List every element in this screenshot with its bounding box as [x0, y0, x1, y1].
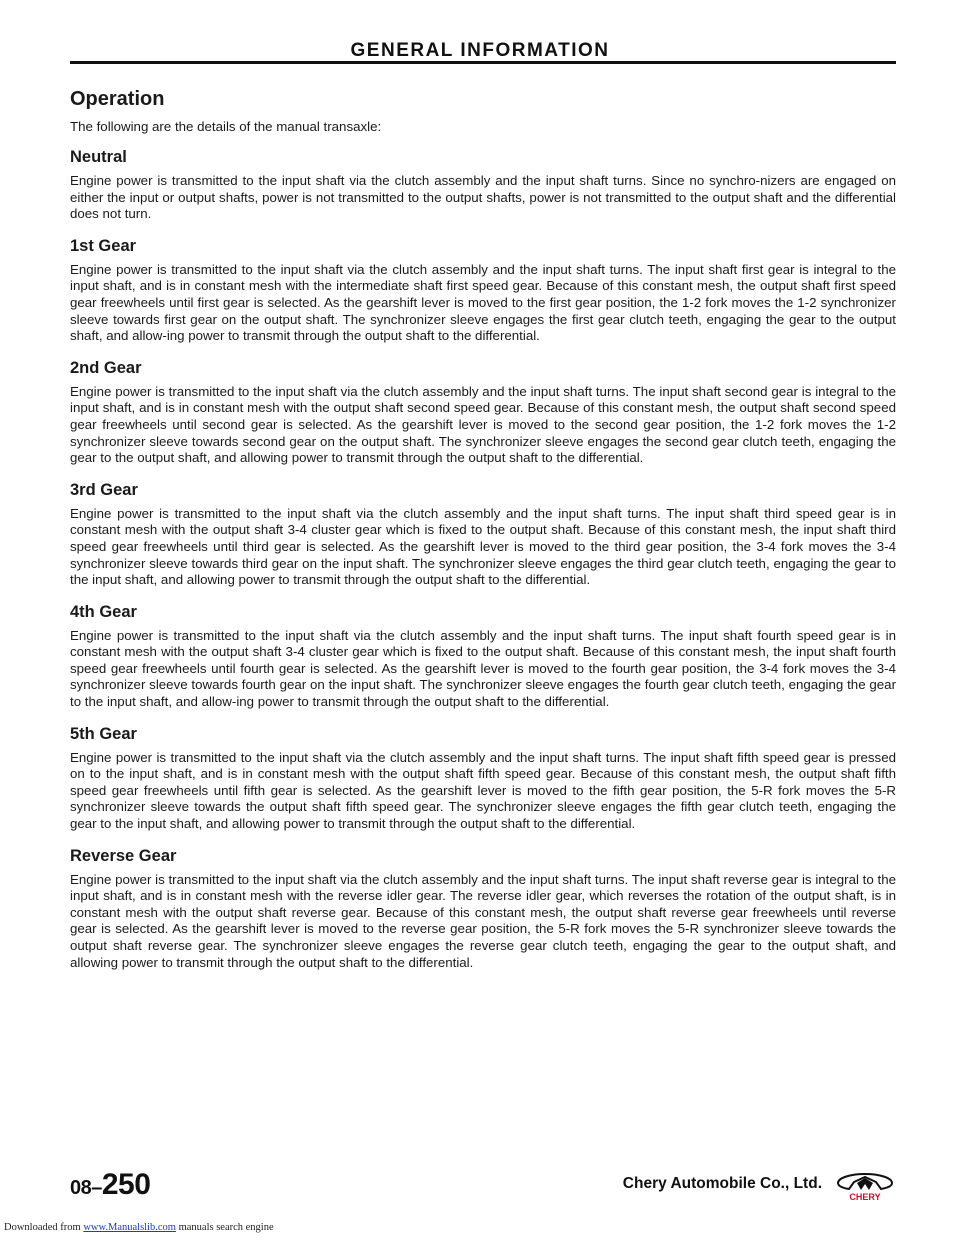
- subsection-5th-gear: [70, 725, 896, 833]
- subsection-2nd-gear: [70, 359, 896, 467]
- page-number: [70, 1168, 150, 1202]
- subsection-body: Engine power is transmitted to the input shaft via the clutch assembly and the input shaft turns. The input shaft reverse gear is integral to the input shaft, and is in constant mesh with the reverse idler gear. The reverse idler gear, which reverses the rotation of the output shaft, is in constant mesh with the output shaft reverse gear. Because of this constant mesh, the output shaft reverse gear freewheels until reverse gear is selected. As the gearshift lever is moved to the reverse gear position, the 5-R fork moves the 5-R synchronizer sleeve towards the output shaft reverse gear. The synchronizer sleeve engages the reverse gear clutch teeth, engaging the gear to the output shaft, and allowing power to transmit through the output shaft to the differential.: [70, 871, 896, 970]
- subsection-title: 1st Gear: [70, 236, 137, 255]
- download-note-suffix: manuals search engine: [175, 1222, 274, 1233]
- chery-logo-icon: [834, 1172, 896, 1202]
- footer-company: Chery Automobile Co., Ltd.: [622, 1175, 822, 1192]
- subsection-body: Engine power is transmitted to the input shaft via the clutch assembly and the input shaft turns. The input shaft third speed gear is in constant mesh with the output shaft 3-4 cluster gear which is fixed to the output shaft. Because of this constant mesh, the input shaft third speed gear freewheels until third gear is selected. As the gearshift lever is moved to the third gear position, the 3-4 fork moves the 3-4 synchronizer sleeve towards third gear on the input shaft. The synchronizer sleeve engages the third gear clutch teeth, engaging the gear to the input shaft, and allowing power to transmit through the output shaft to the differential.: [70, 505, 896, 588]
- subsection-title: 2nd Gear: [70, 358, 142, 377]
- manualslib-link[interactable]: www.Manualslib.com: [83, 1222, 176, 1233]
- subsection-body: Engine power is transmitted to the input shaft via the clutch assembly and the input shaft turns. Since no synchro-nizers are engaged on either the input or output shafts, power is not transmitted to the output shafts, power is not transmitted to the output shaft and the differential does not turn.: [70, 173, 896, 222]
- subsection-title: Reverse Gear: [70, 846, 177, 865]
- subsection-4th-gear: [70, 603, 896, 711]
- subsection-body: Engine power is transmitted to the input shaft via the clutch assembly and the input shaft turns. The input shaft second gear is integral to the input shaft, and is in constant mesh with the output shaft second speed gear. Because of this constant mesh, the output shaft second speed gear freewheels until second gear is selected. As the gearshift lever is moved to the second gear position, the 1-2 fork moves the 1-2 synchronizer sleeve towards second gear on the output shaft. The synchronizer sleeve engages the second gear clutch teeth, engaging the gear to the output shaft, and allowing power to transmit through the output shaft to the differential.: [70, 383, 896, 466]
- page-header-title: GENERAL INFORMATION: [350, 40, 610, 61]
- page-number-value: 250: [101, 1168, 151, 1201]
- download-note-prefix: Downloaded from: [4, 1222, 84, 1233]
- subsection-title: 5th Gear: [70, 724, 137, 743]
- download-note: [4, 1222, 274, 1233]
- subsection-title: Neutral: [70, 148, 127, 166]
- page-number-prefix: 08–: [70, 1177, 102, 1199]
- subsection-reverse-gear: [70, 847, 896, 972]
- page-content: [70, 88, 896, 985]
- subsection-body: Engine power is transmitted to the input shaft via the clutch assembly and the input shaft turns. The input shaft first gear is integral to the input shaft, and is in constant mesh with the intermediate shaft first speed gear. Because of this constant mesh, the output shaft first speed gear freewheels until first gear is selected. As the gearshift lever is moved to the first gear position, the 1-2 fork moves the 1-2 synchronizer sleeve towards first gear on the output shaft. The synchronizer sleeve engages the first gear clutch teeth, engaging the gear to the output shaft, and allow-ing power to transmit through the output shaft to the differential.: [70, 261, 896, 344]
- subsection-title: 3rd Gear: [70, 480, 138, 499]
- subsection-title: 4th Gear: [70, 602, 137, 621]
- subsection-3rd-gear: [70, 481, 896, 589]
- chery-logo-text: CHERY: [849, 1192, 881, 1202]
- header-rule: [70, 61, 896, 64]
- subsection-neutral: [70, 148, 896, 223]
- subsection-1st-gear: [70, 237, 896, 345]
- section-title: Operation: [70, 88, 165, 110]
- section-intro: The following are the details of the manual transaxle:: [70, 119, 382, 134]
- subsection-body: Engine power is transmitted to the input shaft via the clutch assembly and the input shaft turns. The input shaft fifth speed gear is pressed on to the input shaft, and is in constant mesh with the output shaft fifth speed gear. Because of this constant mesh, the output shaft fifth speed gear freewheels until fifth gear is selected. As the gearshift lever is moved to the fifth gear position, the 5-R fork moves the 5-R synchronizer sleeve towards the output shaft fifth speed gear. The synchronizer sleeve engages the fifth gear clutch teeth, engaging the gear to the input shaft, and allowing power to transmit through the output shaft to the differential.: [70, 749, 896, 832]
- subsection-body: Engine power is transmitted to the input shaft via the clutch assembly and the input shaft turns. The input shaft fourth speed gear is in constant mesh with the output shaft 3-4 cluster gear which is fixed to the output shaft. Because of this constant mesh, the input shaft fourth speed gear freewheels until fourth gear is selected. As the gearshift lever is moved to the fourth gear position, the 3-4 fork moves the 3-4 synchronizer sleeve towards fourth gear on the input shaft. The synchronizer sleeve engages the fourth gear clutch teeth, engaging the gear to the input shaft, and allow-ing power to transmit through the output shaft to the differential.: [70, 627, 896, 710]
